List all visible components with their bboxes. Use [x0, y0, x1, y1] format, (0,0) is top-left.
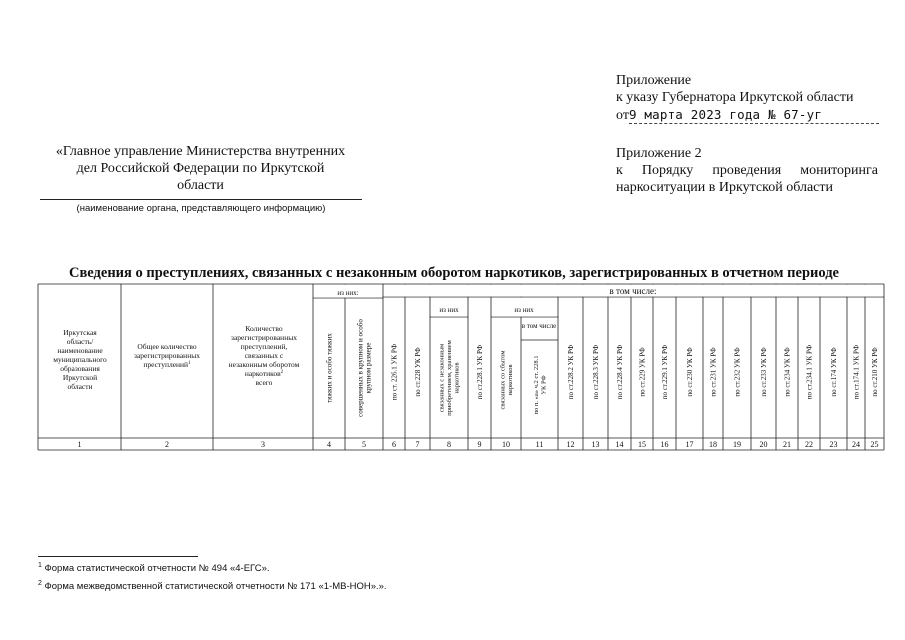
footnote-separator — [38, 556, 198, 557]
col-1-header: Иркутская — [63, 328, 97, 337]
article-col-header-16: по ст.229.1 УК РФ — [660, 344, 669, 400]
footnote-1-text: Форма статистической отчетности № 494 «4-ЕГС». — [44, 563, 270, 575]
column-number-8: 8 — [447, 440, 451, 449]
col-1-header: Иркутской — [62, 373, 98, 382]
appendix-decree: к указу Губернатора Иркутской области — [616, 90, 854, 105]
col-8-header: приобретением, хранением — [446, 340, 454, 416]
column-number-5: 5 — [362, 440, 366, 449]
column-number-4: 4 — [327, 440, 331, 449]
organization-caption: (наименование органа, представляющего информацию) — [76, 203, 326, 214]
column-number-18: 18 — [709, 440, 717, 449]
col-3-header: всего — [255, 378, 273, 387]
col-3-header: зарегистрированных — [230, 333, 298, 342]
col-6-header: по ст. 226.1 УК РФ — [390, 343, 399, 401]
col-1-header: муниципального — [53, 355, 107, 364]
organization-line-1: «Главное управление Министерства внутренних — [55, 144, 346, 159]
header-in-that-number: в том числе: — [609, 286, 657, 296]
col-8-header: наркотиков — [453, 362, 461, 394]
col-3-header: связанных с — [244, 351, 284, 360]
column-number-21: 21 — [783, 440, 791, 449]
column-number-1: 1 — [77, 440, 82, 449]
col-3-header-sup: 2 — [280, 370, 284, 375]
column-number-25: 25 — [870, 440, 879, 449]
appendix2-subject: наркоситуации в Иркутской области — [616, 180, 833, 195]
column-number-15: 15 — [638, 440, 646, 449]
column-number-24: 24 — [852, 440, 860, 449]
col-1-header: область/ — [66, 337, 94, 346]
column-number-9: 9 — [477, 440, 482, 449]
header-of-them-2: из них — [439, 306, 459, 314]
col-1-header: образования — [60, 364, 100, 373]
col-5-header: крупном размере — [364, 342, 373, 394]
column-number-3: 3 — [261, 440, 265, 449]
column-number-19: 19 — [733, 440, 741, 449]
col-10-header: наркотиков — [506, 364, 514, 396]
organization-line-3: области — [177, 178, 224, 193]
article-col-header-22: по ст.234.1 УК РФ — [805, 344, 814, 400]
article-col-header-24: по ст.174.1 УК РФ — [852, 344, 861, 400]
col-7-header: по ст.228 УК РФ — [413, 347, 422, 397]
column-number-12: 12 — [566, 440, 575, 449]
column-number-17: 17 — [685, 440, 694, 449]
article-col-header-13: по ст.228.3 УК РФ — [591, 344, 600, 400]
article-col-header-18: по ст.231 УК РФ — [709, 347, 718, 397]
col-2-header: преступлений$^1$ — [143, 360, 191, 369]
column-number-14: 14 — [615, 440, 624, 449]
column-number-22: 22 — [805, 440, 813, 449]
col-4-header: тяжких и особо тяжких — [325, 333, 334, 403]
article-col-header-23: по ст.174 УК РФ — [829, 347, 838, 397]
footnote-2-text: Форма межведомственной статистической отчетности № 171 «1-МВ-НОН».». — [44, 581, 387, 593]
column-number-13: 13 — [591, 440, 600, 449]
column-number-23: 23 — [829, 440, 838, 449]
appendix-date-value: 9 марта 2023 года № 67-уг — [629, 106, 879, 124]
footnote-1-mark: 1 — [38, 562, 42, 569]
article-col-header-17: по ст.230 УК РФ — [685, 347, 694, 397]
appendix-date-prefix: от — [616, 108, 629, 123]
col-3-header: наркотиков$^2$ — [244, 369, 284, 378]
col-3-header: незаконным оборотом — [228, 360, 300, 369]
column-number-20: 20 — [759, 440, 768, 449]
column-number-6: 6 — [392, 440, 396, 449]
appendix2-title: Приложение 2 — [616, 146, 702, 161]
article-col-header-14: по ст.228.4 УК РФ — [615, 344, 624, 400]
header-of-them-1: из них: — [337, 289, 359, 297]
col-8-header: связанных с незаконным — [438, 343, 446, 413]
article-col-header-21: по ст.234 УК РФ — [783, 347, 792, 397]
article-col-header-25: по ст.210 УК РФ — [870, 347, 879, 397]
column-number-2: 2 — [165, 440, 169, 449]
article-col-header-20: по ст.233 УК РФ — [759, 347, 768, 397]
article-col-header-15: по ст.229 УК РФ — [638, 347, 647, 397]
column-number-16: 16 — [660, 440, 669, 449]
footnote-1 — [38, 562, 270, 574]
footnote-2-mark: 2 — [38, 580, 42, 587]
column-number-10: 10 — [502, 440, 510, 449]
appendix-title: Приложение — [616, 73, 692, 88]
header-including: в том числе — [521, 322, 557, 330]
col-3-header: Количество — [245, 324, 283, 333]
appendix2-order: к Порядку проведения мониторинга — [616, 163, 878, 178]
col-11-header: по п. «а» ч.2 ст. 228.1 — [532, 355, 540, 415]
organization-line-2: дел Российской Федерации по Иркутской — [76, 161, 325, 176]
col-3-header: преступлений, — [240, 342, 288, 351]
header-of-them-3: из них — [514, 306, 534, 314]
col-2-header-sup: 1 — [188, 361, 191, 366]
col-1-header: области — [67, 382, 93, 391]
col-11-header: УК РФ — [540, 375, 548, 395]
col-2-header: зарегистрированных — [133, 351, 201, 360]
col-2-header: Общее количество — [137, 342, 197, 351]
col-5-header: совершенных в крупном и особо — [356, 319, 365, 417]
article-col-header-12: по ст.228.2 УК РФ — [566, 344, 575, 400]
col-1-header: наименование — [57, 346, 103, 355]
col-9-header: по ст.228.1 УК РФ — [475, 344, 484, 400]
footnote-2 — [38, 580, 387, 592]
column-number-11: 11 — [535, 440, 544, 449]
col-10-header: связанных со сбытом — [499, 350, 507, 410]
column-number-7: 7 — [415, 440, 420, 449]
report-title: Сведения о преступлениях, связанных с незаконным оборотом наркотиков, зарегистрированных в отчетном периоде — [69, 265, 839, 281]
article-col-header-19: по ст.232 УК РФ — [733, 347, 742, 397]
